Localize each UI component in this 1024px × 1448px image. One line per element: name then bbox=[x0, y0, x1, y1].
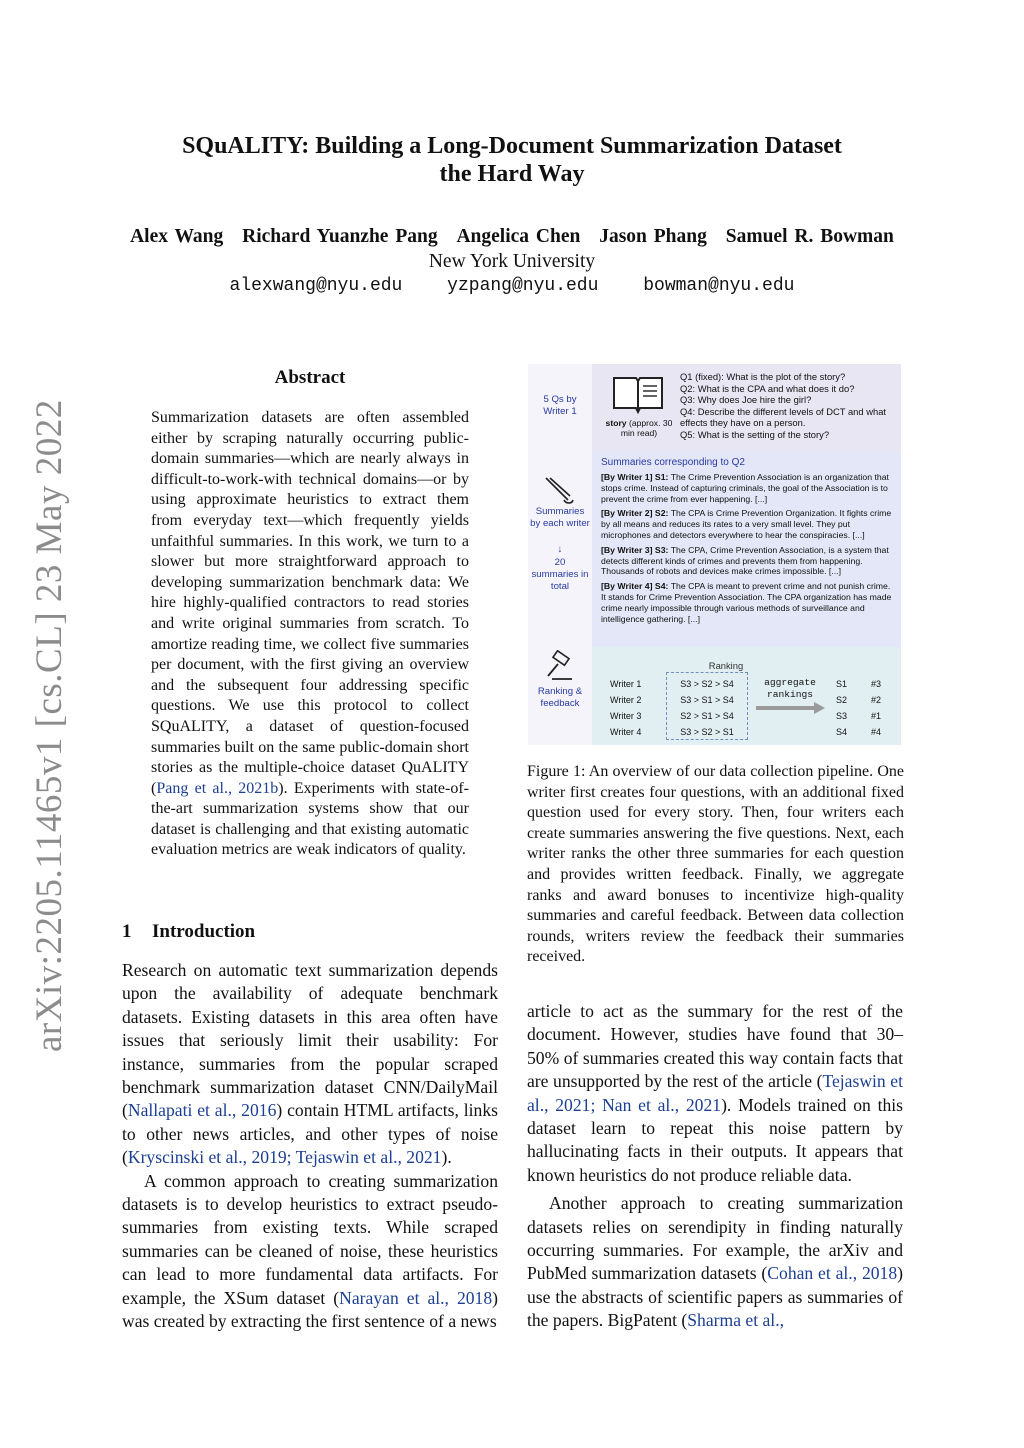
ranking-header: Ranking bbox=[708, 660, 744, 671]
story-label bbox=[600, 418, 678, 438]
author-list bbox=[0, 226, 1024, 248]
affiliation: New York University bbox=[428, 251, 596, 272]
label-summaries-by-writer: Summaries by each writer bbox=[530, 506, 590, 529]
aggregate-rankings-label: aggregate rankings bbox=[764, 677, 816, 700]
email: alexwang@nyu.edu bbox=[229, 276, 403, 296]
summaries-header: Summaries corresponding to Q2 bbox=[601, 457, 745, 468]
abstract-body bbox=[151, 408, 469, 861]
summary-tag: [By Writer 1] S1: bbox=[601, 472, 669, 482]
place-value: #4 bbox=[871, 727, 882, 737]
label-five-questions: 5 Qs by Writer 1 bbox=[543, 394, 577, 417]
citation-link[interactable]: Pang et al., 2021b bbox=[156, 779, 279, 797]
citation-link[interactable]: Narayan et al., 2018 bbox=[339, 1287, 493, 1308]
author: Angelica Chen bbox=[456, 226, 581, 247]
figure-caption: Figure 1: An overview of our data collection pipeline. One writer first creates four questions, with an additional fixed question used for every story. Then, four writers each create summaries answering the five questions. Next, each writer ranks the other three summaries for each question and provides written feedback. Finally, we aggregate ranks and award bonuses to incentivize high-quality summaries and careful feedback. Between data collection rounds, writers review the feedback their summaries received. bbox=[527, 763, 904, 966]
ranking-value: S3 > S2 > S4 bbox=[680, 679, 734, 689]
summary-text: The CPA is Crime Prevention Organization. It fights crime by all means and reduces its rates to a very small level. They put microphones and detectors everywhere to hear the conspiracies. [...] bbox=[601, 508, 892, 540]
summary-text: The CPA is meant to prevent crime and not punish crime. It stands for Crime Prevention Association. The CPA organization has made crime nearly impossible through various methods of surveillance and intelligence gathering. [...] bbox=[601, 581, 892, 624]
section-heading bbox=[122, 921, 255, 943]
title-line-1: SQuALITY: Building a Long-Document Summarization Dataset bbox=[182, 133, 842, 159]
paragraph-text: Research on automatic text summarization depends upon the availability of adequate benchmark datasets. Existing datasets in this area often have issues that seriously limit their usability: For instance, summaries from the popular scraped benchmark summarization dataset CNN/DailyMail ( bbox=[122, 960, 498, 1121]
writer-label: Writer 4 bbox=[610, 727, 642, 737]
summary-tag: [By Writer 4] S4: bbox=[601, 581, 669, 592]
writer-label: Writer 2 bbox=[610, 695, 642, 705]
ranking-value: S2 > S1 > S4 bbox=[680, 711, 734, 721]
place-value: #1 bbox=[871, 711, 882, 721]
summary-text: The Crime Prevention Association is an organization that stops crime. Instead of capturing criminals, the goal of the Association is to prevent the crime from ever happening. [...] bbox=[601, 472, 889, 504]
writer-column bbox=[610, 676, 664, 740]
question-item: Q2: What is the CPA and what does it do? bbox=[680, 382, 855, 394]
email-list bbox=[0, 276, 1024, 296]
right-arrow-icon bbox=[754, 702, 826, 714]
story-title: story bbox=[605, 418, 627, 428]
email: yzpang@nyu.edu bbox=[447, 276, 599, 296]
paragraph-text: A common approach to creating summarization datasets is to develop heuristics to extract pseudo-summaries from existing texts. While scraped summaries can be cleaned of noise, these heuristics can lead to more fundamental data artifacts. For example, the XSum dataset ( bbox=[122, 1170, 498, 1308]
paragraph bbox=[527, 1192, 903, 1332]
summary-item bbox=[601, 581, 897, 624]
label-twenty-summaries: 20 summaries in total bbox=[531, 557, 589, 592]
place-column bbox=[871, 676, 895, 740]
paper-title bbox=[0, 132, 1024, 188]
paragraph-text: ) was created by extracting the first sentence of a news bbox=[122, 1287, 498, 1332]
question-item: Q5: What is the setting of the story? bbox=[680, 428, 830, 440]
paragraph bbox=[122, 959, 498, 1170]
paragraph-text: ) use the abstracts of scientific papers as summaries of the papers. BigPatent ( bbox=[527, 1263, 903, 1331]
summary-id: S2 bbox=[836, 695, 848, 705]
intro-right-column bbox=[527, 1000, 903, 1333]
citation-link[interactable]: Tejaswin et al., 2021; Nan et al., 2021 bbox=[527, 1071, 903, 1115]
paragraph-text: Another approach to creating summarization datasets relies on serendipity in finding naturally occurring summaries. For example, the arXiv and PubMed summarization datasets ( bbox=[527, 1193, 903, 1284]
abstract-heading: Abstract bbox=[274, 367, 346, 388]
author: Jason Phang bbox=[599, 226, 707, 247]
paragraph-text: article to act as the summary for the rest of the document. However, studies have found that 30–50% of summaries created this way contain facts that are unsupported by the rest of the article ( bbox=[527, 1001, 903, 1092]
gavel-icon bbox=[544, 650, 576, 682]
story-subtitle: (approx. 30 min read) bbox=[620, 418, 673, 438]
citation-link[interactable]: Nallapati et al., 2016 bbox=[127, 1100, 277, 1121]
citation-link[interactable]: Kryscinski et al., 2019; Tejaswin et al., 2021 bbox=[127, 1147, 442, 1168]
summary-id-column bbox=[836, 676, 856, 740]
place-value: #3 bbox=[871, 679, 882, 689]
question-list bbox=[680, 371, 898, 441]
paragraph bbox=[122, 1170, 498, 1334]
section-title: Introduction bbox=[152, 921, 256, 942]
summary-text: The CPA, Crime Prevention Association, is a system that detects different kinds of crimes and prevents them from happening. Thousands of robots and devices make crimes impossible. [...] bbox=[601, 544, 889, 577]
summary-tag: [By Writer 3] S3: bbox=[601, 544, 669, 555]
down-arrow-icon: ↓ bbox=[557, 544, 563, 555]
question-item: Q3: Why does Joe hire the girl? bbox=[680, 394, 812, 406]
intro-left-column bbox=[122, 959, 498, 1334]
pen-icon bbox=[542, 474, 576, 506]
paragraph-text: ) contain HTML artifacts, links to other news articles, and other types of noise ( bbox=[122, 1100, 499, 1168]
book-icon bbox=[610, 372, 666, 414]
summary-id: S1 bbox=[836, 679, 848, 689]
paragraph bbox=[527, 1000, 903, 1187]
figure-1 bbox=[528, 364, 901, 745]
title-line-2: the Hard Way bbox=[439, 161, 585, 187]
summary-tag: [By Writer 2] S2: bbox=[601, 508, 669, 519]
summary-list bbox=[601, 472, 897, 624]
author: Samuel R. Bowman bbox=[725, 226, 894, 247]
writer-label: Writer 1 bbox=[610, 679, 642, 689]
paragraph-text: ). Models trained on this dataset learn to repeat this noise pattern by hallucinating facts in their outputs. It appears that known heuristics do not produce reliable data. bbox=[527, 1094, 903, 1185]
email: bowman@nyu.edu bbox=[643, 276, 795, 296]
summary-id: S4 bbox=[836, 727, 848, 737]
abstract-text: ). Experiments with state-of-the-art summarization systems show that our dataset is challenging and that existing automatic evaluation metrics are weak indicators of quality. bbox=[151, 779, 469, 859]
question-item: Q4: Describe the different levels of DCT and what effects they have on a person. bbox=[680, 405, 887, 429]
writer-label: Writer 3 bbox=[610, 711, 642, 721]
author: Richard Yuanzhe Pang bbox=[242, 226, 438, 247]
question-item: Q1 (fixed): What is the plot of the story? bbox=[680, 371, 846, 382]
summary-item bbox=[601, 545, 897, 577]
summary-item bbox=[601, 508, 897, 540]
place-value: #2 bbox=[871, 695, 882, 705]
paragraph-text: ). bbox=[441, 1147, 452, 1168]
ranking-column bbox=[668, 676, 746, 740]
summary-id: S3 bbox=[836, 711, 848, 721]
citation-link[interactable]: Sharma et al., bbox=[687, 1310, 784, 1331]
ranking-value: S3 > S1 > S4 bbox=[680, 695, 734, 705]
label-ranking-feedback: Ranking & feedback bbox=[537, 686, 583, 709]
citation-link[interactable]: Cohan et al., 2018 bbox=[767, 1263, 898, 1284]
summary-item bbox=[601, 472, 897, 504]
abstract-text: Summarization datasets are often assembled either by scraping naturally occurring public-domain summaries—which are nearly always in difficult-to-work-with technical domains—or by using approximate heuristics to extract them from everyday text—which frequently yields unfaithful summaries. In this work, we turn to a slower but more straightforward approach to developing summarization benchmark data: We hire highly-qualified contractors to read stories and write original summaries from scratch. To amortize reading time, we collect five summaries per document, with the first giving an overview and the subsequent four addressing specific questions. We use this protocol to collect SQuALITY, a dataset of question-focused summaries built on the same public-domain short stories as the multiple-choice dataset QuALITY ( bbox=[151, 409, 469, 797]
arxiv-stamp: arXiv:2205.11465v1 [cs.CL] 23 May 2022 bbox=[29, 399, 70, 1052]
ranking-value: S3 > S2 > S1 bbox=[680, 727, 734, 737]
author: Alex Wang bbox=[130, 226, 224, 247]
section-number: 1 bbox=[122, 921, 132, 942]
